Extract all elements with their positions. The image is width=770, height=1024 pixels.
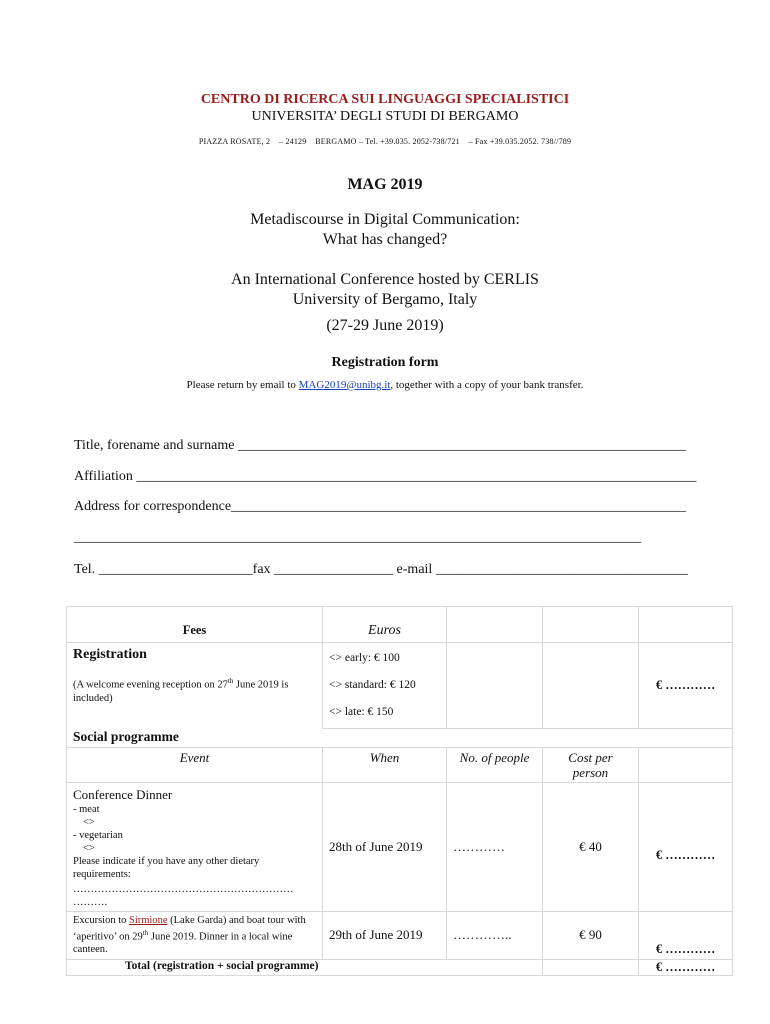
empty-cell: [543, 959, 639, 975]
empty-cell: [323, 959, 447, 975]
empty-cell: [639, 747, 733, 782]
registration-total[interactable]: € …………: [639, 643, 733, 729]
excursion-when: 29th of June 2019: [323, 911, 447, 959]
social-row: [67, 729, 733, 748]
host-line2: University of Bergamo, Italy: [292, 291, 478, 308]
dietary-input[interactable]: ………………………………………………………: [73, 883, 294, 895]
address-field-line2[interactable]: _________________________________________________________________________________: [74, 530, 641, 545]
note-sup: th: [227, 677, 234, 685]
registration-note: [73, 675, 316, 705]
table-header-row: [67, 607, 733, 643]
dinner-veg: - vegetarian: [73, 829, 123, 841]
event-header-row: [67, 747, 733, 782]
registration-cell: [67, 643, 323, 729]
empty-cell: [543, 729, 639, 748]
dietary-note: Please indicate if you have any other dietary requirements:: [73, 855, 260, 880]
form-heading: Registration form: [331, 355, 439, 370]
email-link[interactable]: MAG2019@unibg.it: [298, 379, 391, 391]
fees-header: Fees: [67, 607, 323, 643]
empty-cell: [639, 729, 733, 748]
centre-name: CENTRO DI RICERCA SUI LINGUAGGI SPECIALISTICI: [200, 92, 570, 107]
dinner-total[interactable]: € …………: [639, 782, 733, 911]
name-field[interactable]: Title, forename and surname ________________________________________________________________: [74, 438, 686, 453]
excursion-text: June 2019. Dinner in a local wine canteen.: [73, 931, 293, 955]
excursion-place-link[interactable]: Sirmione: [129, 914, 168, 926]
registration-row: [67, 643, 733, 729]
conference-dates: (27-29 June 2019): [326, 317, 444, 334]
early-option[interactable]: <> early: € 100: [329, 652, 400, 664]
dinner-cell: [67, 782, 323, 911]
col-cost: Cost per person: [543, 747, 639, 782]
host-line1: An International Conference hosted by CERLIS: [231, 271, 539, 288]
empty-cell: [447, 729, 543, 748]
registration-label: Registration: [73, 647, 147, 662]
social-label-text: Social programme: [73, 728, 179, 744]
dinner-people[interactable]: …………: [447, 782, 543, 911]
university-name: UNIVERSITA’ DEGLI STUDI DI BERGAMO: [251, 109, 519, 124]
conference-code: MAG 2019: [347, 176, 423, 193]
conference-title-line2: What has changed?: [322, 231, 448, 248]
excursion-row: [67, 911, 733, 959]
veg-checkbox[interactable]: <>: [83, 842, 95, 854]
meat-checkbox[interactable]: <>: [83, 816, 95, 828]
dietary-input-cont[interactable]: ……….: [73, 896, 108, 908]
affiliation-field[interactable]: Affiliation ________________________________________________________________________________: [74, 469, 697, 484]
rate-options: [323, 643, 447, 729]
late-option[interactable]: <> late: € 150: [329, 706, 394, 718]
col-people: No. of people: [447, 747, 543, 782]
dinner-meat: - meat: [73, 803, 100, 815]
col-when: When: [323, 747, 447, 782]
empty-cell: [447, 607, 543, 643]
col-event: Event: [67, 747, 323, 782]
address-line: PIAZZA ROSATE, 2 – 24129 BERGAMO – Tel. +39.035. 2052-738/721 – Fax +39.035.2052. 738//789: [198, 137, 572, 146]
dinner-title: Conference Dinner: [73, 786, 173, 802]
social-label: [67, 729, 323, 748]
instruction-before: Please return by email to: [186, 379, 299, 391]
note-text: (A welcome evening reception on 27: [73, 679, 228, 691]
grand-total-row: [67, 959, 733, 975]
dinner-row: [67, 782, 733, 911]
dinner-cost: € 40: [543, 782, 639, 911]
note-text: June 2019 is included): [73, 679, 289, 704]
empty-cell: [543, 607, 639, 643]
empty-cell: [447, 959, 543, 975]
excursion-cell: [67, 911, 323, 959]
address-field[interactable]: Address for correspondence_________________________________________________________________: [74, 499, 687, 514]
contact-field[interactable]: Tel. ______________________fax _________________ e-mail ____________________________________: [74, 562, 688, 577]
fees-table: [66, 606, 733, 976]
form-instruction: [0, 379, 770, 391]
excursion-people[interactable]: …………..: [447, 911, 543, 959]
empty-cell: [323, 729, 447, 748]
conference-title-line1: Metadiscourse in Digital Communication:: [250, 211, 520, 228]
empty-cell: [447, 643, 543, 729]
empty-cell: [639, 607, 733, 643]
empty-cell: [543, 643, 639, 729]
excursion-total[interactable]: € …………: [639, 911, 733, 959]
standard-option[interactable]: <> standard: € 120: [329, 679, 416, 691]
excursion-sup: th: [142, 928, 149, 937]
excursion-cost: € 90: [543, 911, 639, 959]
grand-total[interactable]: € …………: [639, 959, 733, 975]
euros-header: Euros: [323, 607, 447, 643]
excursion-text: Excursion to: [73, 914, 129, 926]
grand-total-label: Total (registration + social programme): [67, 959, 323, 975]
excursion-text: (Lake Garda) and boat tour with ‘aperitivo’ on 29: [73, 914, 306, 942]
instruction-after: , together with a copy of your bank transfer.: [390, 379, 584, 391]
dinner-when: 28th of June 2019: [323, 782, 447, 911]
